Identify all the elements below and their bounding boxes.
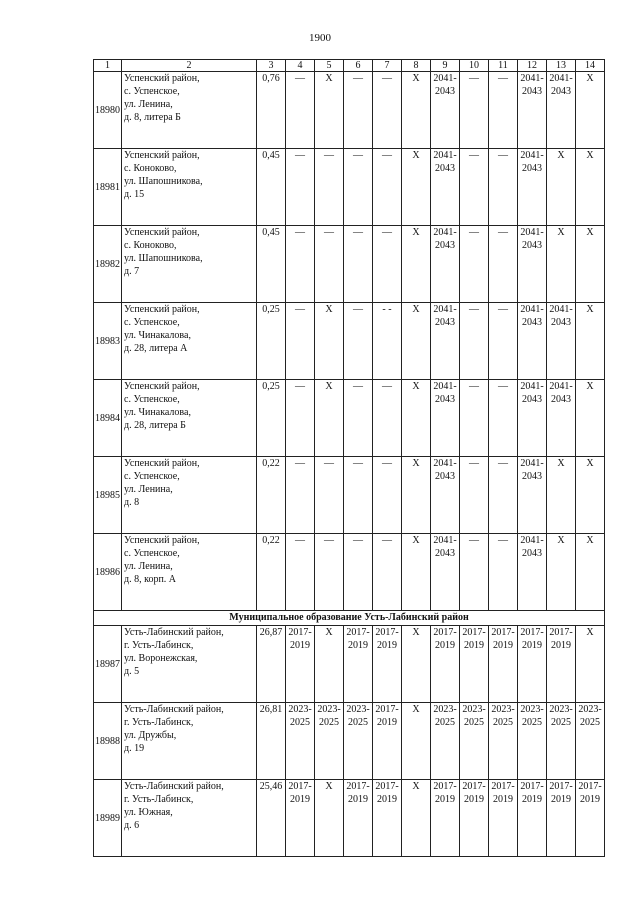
value-cell: 2041- 2043: [547, 72, 576, 149]
value-cell: X: [315, 380, 344, 457]
value-cell: 2041- 2043: [547, 380, 576, 457]
value-cell: —: [460, 226, 489, 303]
column-header: 3: [257, 60, 286, 72]
value-cell: 2041- 2043: [518, 457, 547, 534]
value-cell: 2041- 2043: [431, 534, 460, 611]
value-cell: —: [489, 72, 518, 149]
value-cell: —: [286, 457, 315, 534]
value-cell: 2017- 2019: [286, 780, 315, 857]
address-cell: Успенский район, с. Успенское, ул. Чинакалова, д. 28, литера Б: [122, 380, 257, 457]
value-cell: —: [460, 72, 489, 149]
table-row: [94, 703, 605, 780]
address-cell: Усть-Лабинский район, г. Усть-Лабинск, ул. Дружбы, д. 19: [122, 703, 257, 780]
row-number: 18981: [94, 149, 122, 226]
value-cell: —: [315, 149, 344, 226]
value-cell: —: [286, 72, 315, 149]
value-cell: 2023- 2025: [344, 703, 373, 780]
value-cell: 2023- 2025: [489, 703, 518, 780]
value-cell: X: [402, 72, 431, 149]
value-cell: 2017- 2019: [489, 626, 518, 703]
value-cell: X: [576, 626, 605, 703]
table-row: [94, 72, 605, 149]
value-cell: —: [460, 149, 489, 226]
row-number: 18982: [94, 226, 122, 303]
column-header: 10: [460, 60, 489, 72]
area-cell: 0,25: [257, 303, 286, 380]
value-cell: —: [489, 226, 518, 303]
value-cell: X: [576, 380, 605, 457]
value-cell: —: [286, 303, 315, 380]
value-cell: —: [373, 534, 402, 611]
value-cell: X: [576, 303, 605, 380]
value-cell: 2017- 2019: [460, 626, 489, 703]
value-cell: X: [547, 226, 576, 303]
section-row: [94, 611, 605, 626]
area-cell: 0,25: [257, 380, 286, 457]
column-header: 6: [344, 60, 373, 72]
value-cell: X: [402, 457, 431, 534]
value-cell: X: [547, 457, 576, 534]
area-cell: 0,45: [257, 226, 286, 303]
value-cell: X: [402, 780, 431, 857]
value-cell: —: [315, 534, 344, 611]
area-cell: 0,22: [257, 534, 286, 611]
area-cell: 26,81: [257, 703, 286, 780]
table-row: [94, 303, 605, 380]
value-cell: 2017- 2019: [286, 626, 315, 703]
column-header: 5: [315, 60, 344, 72]
value-cell: 2041- 2043: [431, 380, 460, 457]
value-cell: —: [373, 380, 402, 457]
value-cell: 2041- 2043: [518, 534, 547, 611]
value-cell: 2017- 2019: [373, 703, 402, 780]
header-row: [94, 60, 605, 72]
value-cell: X: [402, 303, 431, 380]
value-cell: 2041- 2043: [518, 380, 547, 457]
value-cell: X: [402, 226, 431, 303]
value-cell: X: [547, 534, 576, 611]
row-number: 18988: [94, 703, 122, 780]
table-row: [94, 380, 605, 457]
column-header: 4: [286, 60, 315, 72]
address-cell: Успенский район, с. Успенское, ул. Ленина, д. 8, корп. А: [122, 534, 257, 611]
value-cell: —: [286, 534, 315, 611]
column-header: 8: [402, 60, 431, 72]
area-cell: 0,76: [257, 72, 286, 149]
table-row: [94, 780, 605, 857]
value-cell: X: [315, 626, 344, 703]
area-cell: 0,45: [257, 149, 286, 226]
area-cell: 0,22: [257, 457, 286, 534]
row-number: 18984: [94, 380, 122, 457]
table-row: [94, 626, 605, 703]
value-cell: 2023- 2025: [460, 703, 489, 780]
address-cell: Успенский район, с. Успенское, ул. Ленина, д. 8: [122, 457, 257, 534]
value-cell: 2041- 2043: [547, 303, 576, 380]
table-row: [94, 534, 605, 611]
value-cell: 2041- 2043: [518, 226, 547, 303]
row-number: 18980: [94, 72, 122, 149]
value-cell: —: [489, 380, 518, 457]
row-number: 18983: [94, 303, 122, 380]
value-cell: 2041- 2043: [431, 226, 460, 303]
value-cell: —: [489, 457, 518, 534]
value-cell: —: [344, 226, 373, 303]
value-cell: 2023- 2025: [576, 703, 605, 780]
value-cell: 2017- 2019: [547, 780, 576, 857]
value-cell: —: [344, 457, 373, 534]
value-cell: 2017- 2019: [460, 780, 489, 857]
section-title: Муниципальное образование Усть-Лабинский район: [94, 611, 605, 626]
value-cell: 2023- 2025: [286, 703, 315, 780]
value-cell: X: [402, 149, 431, 226]
column-header: 2: [122, 60, 257, 72]
column-header: 12: [518, 60, 547, 72]
area-cell: 26,87: [257, 626, 286, 703]
column-header: 1: [94, 60, 122, 72]
value-cell: X: [402, 626, 431, 703]
value-cell: X: [402, 703, 431, 780]
value-cell: 2017- 2019: [489, 780, 518, 857]
value-cell: 2017- 2019: [344, 626, 373, 703]
value-cell: —: [373, 226, 402, 303]
address-cell: Усть-Лабинский район, г. Усть-Лабинск, ул. Южная, д. 6: [122, 780, 257, 857]
address-cell: Успенский район, с. Коноково, ул. Шапошникова, д. 7: [122, 226, 257, 303]
value-cell: X: [315, 72, 344, 149]
value-cell: 2023- 2025: [547, 703, 576, 780]
address-cell: Успенский район, с. Успенское, ул. Чинакалова, д. 28, литера А: [122, 303, 257, 380]
value-cell: X: [547, 149, 576, 226]
value-cell: 2041- 2043: [518, 149, 547, 226]
value-cell: X: [402, 380, 431, 457]
value-cell: 2041- 2043: [431, 149, 460, 226]
table-row: [94, 149, 605, 226]
value-cell: - -: [373, 303, 402, 380]
value-cell: 2023- 2025: [431, 703, 460, 780]
value-cell: 2023- 2025: [518, 703, 547, 780]
value-cell: 2041- 2043: [518, 72, 547, 149]
value-cell: X: [576, 457, 605, 534]
value-cell: —: [286, 380, 315, 457]
value-cell: —: [373, 72, 402, 149]
value-cell: —: [344, 534, 373, 611]
column-header: 14: [576, 60, 605, 72]
value-cell: —: [286, 149, 315, 226]
value-cell: —: [286, 226, 315, 303]
row-number: 18987: [94, 626, 122, 703]
value-cell: 2017- 2019: [344, 780, 373, 857]
value-cell: —: [344, 149, 373, 226]
value-cell: —: [373, 149, 402, 226]
page-number: 1900: [309, 32, 331, 44]
value-cell: —: [489, 149, 518, 226]
value-cell: —: [460, 534, 489, 611]
value-cell: X: [576, 226, 605, 303]
column-header: 11: [489, 60, 518, 72]
value-cell: 2017- 2019: [518, 780, 547, 857]
value-cell: X: [315, 303, 344, 380]
value-cell: 2041- 2043: [431, 457, 460, 534]
row-number: 18985: [94, 457, 122, 534]
value-cell: —: [489, 534, 518, 611]
value-cell: —: [344, 380, 373, 457]
area-cell: 25,46: [257, 780, 286, 857]
value-cell: 2017- 2019: [547, 626, 576, 703]
value-cell: 2017- 2019: [518, 626, 547, 703]
value-cell: —: [344, 303, 373, 380]
value-cell: —: [315, 457, 344, 534]
value-cell: —: [460, 380, 489, 457]
column-header: 13: [547, 60, 576, 72]
value-cell: —: [344, 72, 373, 149]
column-header: 9: [431, 60, 460, 72]
row-number: 18986: [94, 534, 122, 611]
value-cell: —: [489, 303, 518, 380]
table-row: [94, 457, 605, 534]
value-cell: 2023- 2025: [315, 703, 344, 780]
value-cell: 2017- 2019: [431, 780, 460, 857]
address-cell: Усть-Лабинский район, г. Усть-Лабинск, ул. Воронежская, д. 5: [122, 626, 257, 703]
value-cell: 2041- 2043: [431, 72, 460, 149]
value-cell: 2017- 2019: [373, 626, 402, 703]
address-cell: Успенский район, с. Коноково, ул. Шапошникова, д. 15: [122, 149, 257, 226]
value-cell: 2017- 2019: [373, 780, 402, 857]
value-cell: 2041- 2043: [518, 303, 547, 380]
value-cell: X: [402, 534, 431, 611]
value-cell: X: [576, 534, 605, 611]
address-cell: Успенский район, с. Успенское, ул. Ленина, д. 8, литера Б: [122, 72, 257, 149]
value-cell: X: [576, 72, 605, 149]
row-number: 18989: [94, 780, 122, 857]
value-cell: 2017- 2019: [431, 626, 460, 703]
table-row: [94, 226, 605, 303]
value-cell: —: [315, 226, 344, 303]
value-cell: —: [460, 303, 489, 380]
value-cell: —: [460, 457, 489, 534]
value-cell: X: [315, 780, 344, 857]
value-cell: —: [373, 457, 402, 534]
value-cell: 2017- 2019: [576, 780, 605, 857]
value-cell: X: [576, 149, 605, 226]
column-header: 7: [373, 60, 402, 72]
value-cell: 2041- 2043: [431, 303, 460, 380]
housing-table: [93, 59, 605, 857]
